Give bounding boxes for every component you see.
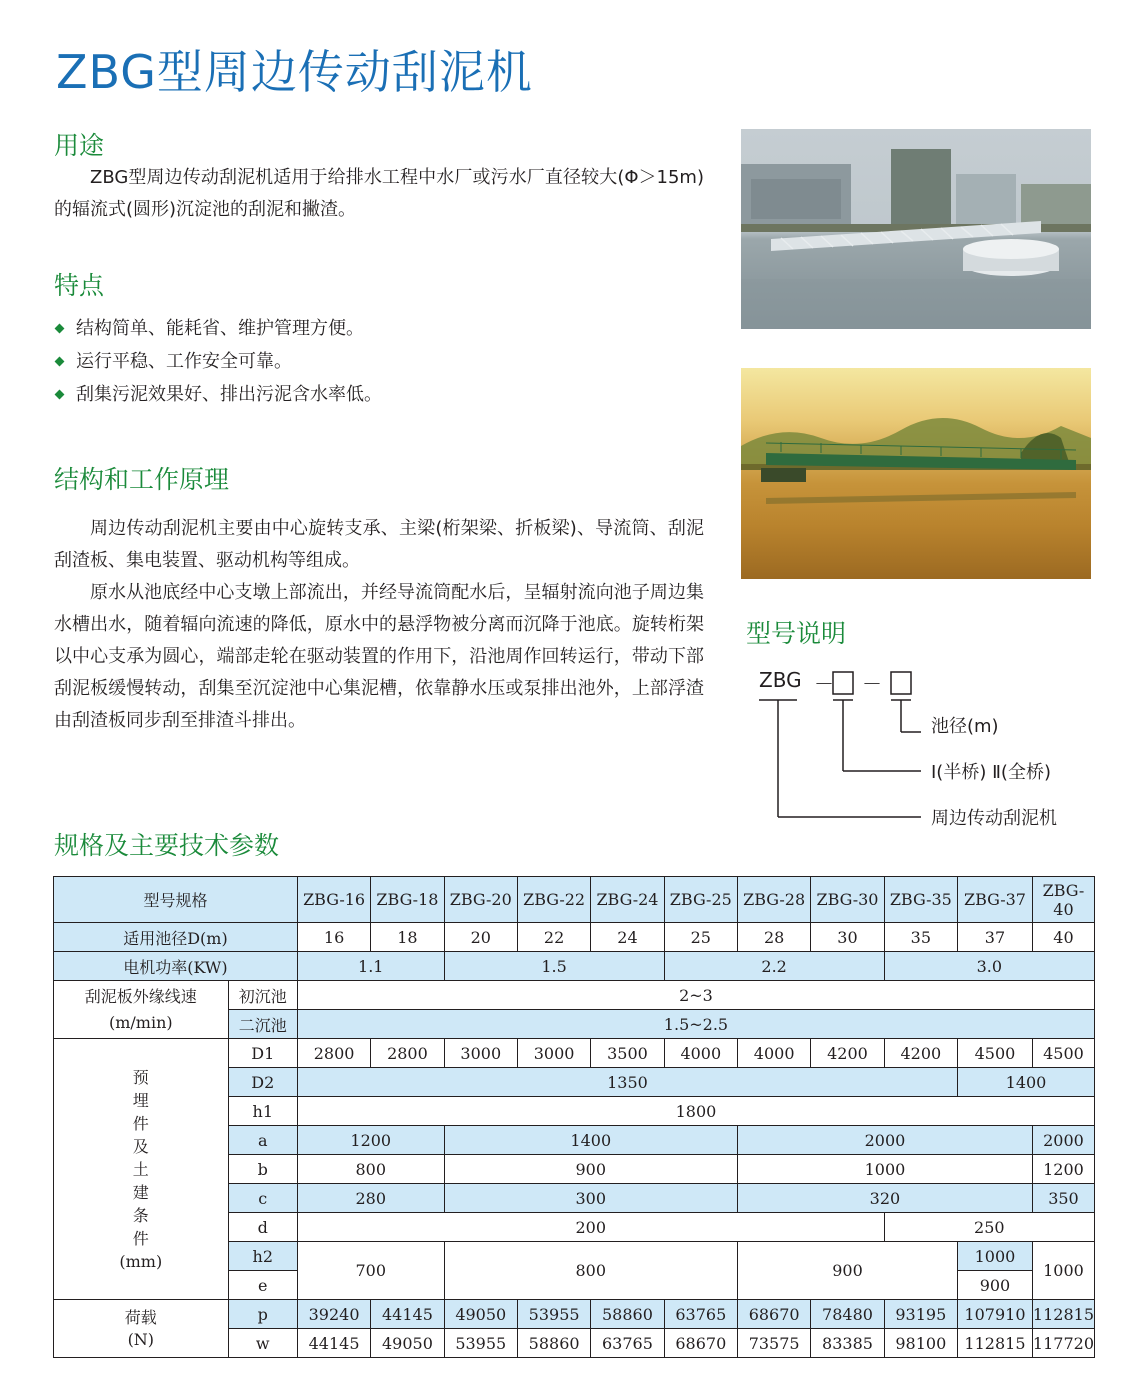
table-cell: 4000 xyxy=(737,1039,810,1068)
row-sublabel: p xyxy=(228,1300,297,1329)
table-row-p xyxy=(54,1300,1095,1329)
model-diagram xyxy=(741,660,1101,830)
table-cell: 112815 xyxy=(1032,1300,1094,1329)
table-cell: 53955 xyxy=(517,1300,590,1329)
table-cell: 22 xyxy=(517,923,590,952)
table-cell: 4500 xyxy=(1032,1039,1094,1068)
table-cell: 2000 xyxy=(1032,1126,1094,1155)
table-cell: 4200 xyxy=(811,1039,884,1068)
table-cell: 1000 xyxy=(1032,1242,1094,1300)
load-unit: (N) xyxy=(127,1329,155,1349)
table-cell: 3000 xyxy=(444,1039,517,1068)
principle-heading: 结构和工作原理 xyxy=(54,465,230,494)
load-label: 荷载 xyxy=(124,1307,157,1327)
table-cell: 63765 xyxy=(591,1329,664,1358)
clarifier-photo-2 xyxy=(741,368,1091,579)
table-cell: 700 xyxy=(297,1242,444,1300)
table-cell: 4500 xyxy=(958,1039,1033,1068)
features-list xyxy=(54,312,382,411)
table-cell: 300 xyxy=(444,1184,737,1213)
table-cell: 280 xyxy=(297,1184,444,1213)
table-cell: 68670 xyxy=(737,1300,810,1329)
table-cell: 98100 xyxy=(884,1329,957,1358)
diamond-bullet-icon xyxy=(55,357,65,367)
table-cell: 3500 xyxy=(591,1039,664,1068)
table-cell: 1200 xyxy=(1032,1155,1094,1184)
embed-label-cell xyxy=(54,1039,229,1300)
table-cell: 44145 xyxy=(371,1300,444,1329)
model-dash-1: － xyxy=(814,672,834,696)
clarifier-photo-1-drawing xyxy=(741,129,1091,329)
model-cell: ZBG-28 xyxy=(737,877,810,923)
table-cell: 900 xyxy=(958,1271,1033,1300)
table-cell: 68670 xyxy=(664,1329,737,1358)
table-cell: 37 xyxy=(958,923,1033,952)
row-sublabel: D1 xyxy=(228,1039,297,1068)
table-cell: 28 xyxy=(737,923,810,952)
row-sublabel: e xyxy=(228,1271,297,1300)
header-cell: 型号规格 xyxy=(54,877,298,923)
table-cell: 24 xyxy=(591,923,664,952)
table-cell: 4000 xyxy=(664,1039,737,1068)
table-cell: 1400 xyxy=(958,1068,1095,1097)
table-cell: 2800 xyxy=(371,1039,444,1068)
row-sublabel: D2 xyxy=(228,1068,297,1097)
table-cell: 78480 xyxy=(811,1300,884,1329)
table-cell: 83385 xyxy=(811,1329,884,1358)
table-cell: 200 xyxy=(297,1213,884,1242)
table-cell: 112815 xyxy=(958,1329,1033,1358)
model-label-bridge: Ⅰ(半桥) Ⅱ(全桥) xyxy=(931,762,1051,783)
table-cell: 3000 xyxy=(517,1039,590,1068)
row-sublabel: c xyxy=(228,1184,297,1213)
model-cell: ZBG-30 xyxy=(811,877,884,923)
table-cell: 58860 xyxy=(591,1300,664,1329)
table-cell: 2800 xyxy=(297,1039,370,1068)
feature-item: 结构简单、能耗省、维护管理方便。 xyxy=(54,312,382,345)
clarifier-photo-1 xyxy=(741,129,1091,329)
model-code: ZBG xyxy=(759,668,802,692)
table-cell: 30 xyxy=(811,923,884,952)
table-cell: 73575 xyxy=(737,1329,810,1358)
table-cell: 1.5 xyxy=(444,952,664,981)
page-title: ZBG型周边传动刮泥机 xyxy=(56,45,533,99)
model-cell: ZBG-22 xyxy=(517,877,590,923)
row-label: 适用池径D(m) xyxy=(54,923,298,952)
table-cell: 2~3 xyxy=(297,981,1094,1010)
principle-text xyxy=(54,513,704,737)
table-cell: 1400 xyxy=(444,1126,737,1155)
table-cell: 40 xyxy=(1032,923,1094,952)
model-dash-2: － xyxy=(862,672,882,696)
model-cell: ZBG-40 xyxy=(1032,877,1094,923)
table-cell: 2000 xyxy=(737,1126,1032,1155)
table-cell: 1800 xyxy=(297,1097,1094,1126)
principle-paragraph-1: 周边传动刮泥机主要由中心旋转支承、主梁(桁架梁、折板梁)、导流筒、刮泥刮渣板、集电装置、驱动机构等组成。 xyxy=(54,518,704,571)
table-cell: 1.1 xyxy=(297,952,444,981)
diamond-bullet-icon xyxy=(55,390,65,400)
table-cell: 1350 xyxy=(297,1068,957,1097)
diamond-bullet-icon xyxy=(55,324,65,334)
table-cell: 63765 xyxy=(664,1300,737,1329)
model-label-name: 周边传动刮泥机 xyxy=(931,808,1057,829)
table-cell: 93195 xyxy=(884,1300,957,1329)
table-row-header xyxy=(54,877,1095,923)
table-cell: 900 xyxy=(444,1155,737,1184)
clarifier-photo-2-drawing xyxy=(741,368,1091,579)
table-cell: 800 xyxy=(444,1242,737,1300)
row-label: 刮泥板外缘线速(m/min) xyxy=(54,981,229,1039)
table-cell: 1000 xyxy=(958,1242,1033,1271)
spec-heading: 规格及主要技术参数 xyxy=(54,831,280,860)
table-cell: 350 xyxy=(1032,1184,1094,1213)
table-cell: 900 xyxy=(737,1242,957,1300)
usage-text xyxy=(54,162,704,226)
feature-item: 运行平稳、工作安全可靠。 xyxy=(54,345,382,378)
table-row-speed-primary xyxy=(54,981,1095,1010)
table-cell: 1000 xyxy=(737,1155,1032,1184)
table-cell: 4200 xyxy=(884,1039,957,1068)
table-cell: 44145 xyxy=(297,1329,370,1358)
model-cell: ZBG-16 xyxy=(297,877,370,923)
row-sublabel: 二沉池 xyxy=(228,1010,297,1039)
load-label-cell xyxy=(54,1300,229,1358)
embed-label: 预埋件及土建条件 xyxy=(132,1067,149,1248)
row-sublabel: d xyxy=(228,1213,297,1242)
table-row-power xyxy=(54,952,1095,981)
table-cell: 49050 xyxy=(371,1329,444,1358)
table-row-D1 xyxy=(54,1039,1095,1068)
model-cell: ZBG-24 xyxy=(591,877,664,923)
model-cell: ZBG-35 xyxy=(884,877,957,923)
row-label: 电机功率(KW) xyxy=(54,952,298,981)
table-cell: 3.0 xyxy=(884,952,1094,981)
model-heading: 型号说明 xyxy=(746,619,847,648)
usage-heading: 用途 xyxy=(54,131,105,160)
row-sublabel: w xyxy=(228,1329,297,1358)
table-cell: 320 xyxy=(737,1184,1032,1213)
table-cell: 117720 xyxy=(1032,1329,1094,1358)
table-cell: 49050 xyxy=(444,1300,517,1329)
table-cell: 16 xyxy=(297,923,370,952)
feature-item: 刮集污泥效果好、排出污泥含水率低。 xyxy=(54,378,382,411)
principle-paragraph-2: 原水从池底经中心支墩上部流出，并经导流筒配水后，呈辐射流向池子周边集水槽出水，随着辐向流速的降低，原水中的悬浮物被分离而沉降于池底。旋转桁架以中心支承为圆心，端部走轮在驱动装置的作用下，沿池周作回转运行，带动下部刮泥板缓慢转动，刮集至沉淀池中心集泥槽，依靠静水压或泵排出池外，上部浮渣由刮渣板同步刮至排渣斗排出。 xyxy=(54,582,704,731)
table-cell: 250 xyxy=(884,1213,1094,1242)
features-heading: 特点 xyxy=(54,271,105,300)
table-row-diameter xyxy=(54,923,1095,952)
model-cell: ZBG-18 xyxy=(371,877,444,923)
row-sublabel: 初沉池 xyxy=(228,981,297,1010)
table-cell: 1.5~2.5 xyxy=(297,1010,1094,1039)
usage-paragraph: ZBG型周边传动刮泥机适用于给排水工程中水厂或污水厂直径较大(Φ＞15m)的辐流式(圆形)沉淀池的刮泥和撇渣。 xyxy=(54,167,704,220)
table-cell: 107910 xyxy=(958,1300,1033,1329)
model-cell: ZBG-37 xyxy=(958,877,1033,923)
row-sublabel: h1 xyxy=(228,1097,297,1126)
table-cell: 20 xyxy=(444,923,517,952)
embed-unit: (mm) xyxy=(119,1251,163,1271)
spec-table xyxy=(53,876,1095,1358)
row-sublabel: h2 xyxy=(228,1242,297,1271)
table-cell: 58860 xyxy=(517,1329,590,1358)
row-sublabel: a xyxy=(228,1126,297,1155)
table-cell: 39240 xyxy=(297,1300,370,1329)
table-cell: 2.2 xyxy=(664,952,884,981)
table-cell: 800 xyxy=(297,1155,444,1184)
row-sublabel: b xyxy=(228,1155,297,1184)
table-cell: 53955 xyxy=(444,1329,517,1358)
table-cell: 35 xyxy=(884,923,957,952)
table-cell: 1200 xyxy=(297,1126,444,1155)
table-cell: 18 xyxy=(371,923,444,952)
model-label-diameter: 池径(m) xyxy=(931,716,999,737)
model-cell: ZBG-25 xyxy=(664,877,737,923)
table-cell: 25 xyxy=(664,923,737,952)
model-cell: ZBG-20 xyxy=(444,877,517,923)
